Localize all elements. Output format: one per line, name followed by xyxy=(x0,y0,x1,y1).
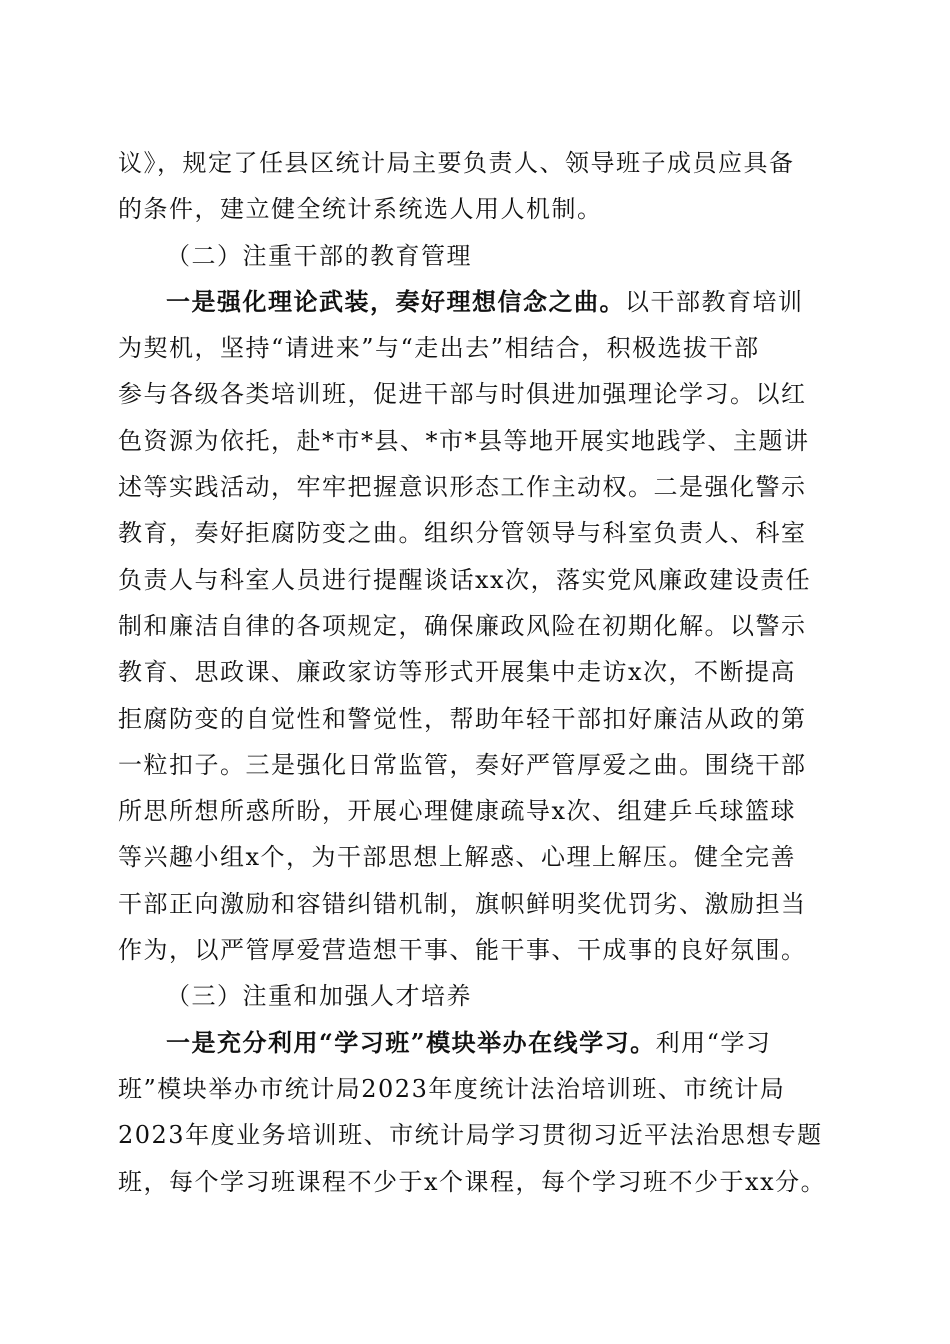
line-text: 议》，规定了任县区统计局主要负责人、领导班子成员应具备 xyxy=(118,149,795,177)
line-text: 利用“学习 xyxy=(655,1028,772,1057)
text-line xyxy=(118,603,834,649)
text-line xyxy=(118,1112,834,1158)
line-text: 色资源为依托，赴*市*县、*市*县等地开展实地践学、主题讲 xyxy=(118,426,810,455)
text-line xyxy=(118,834,834,880)
line-text: 拒腐防变的自觉性和警觉性，帮助年轻干部扣好廉洁从政的第 xyxy=(118,704,807,733)
line-text: 等兴趣小组x个，为干部思想上解惑、心理上解压。健全完善 xyxy=(118,843,797,872)
text-line xyxy=(118,140,834,186)
text-line xyxy=(118,788,834,834)
line-text: 述等实践活动，牢牢把握意识形态工作主动权。二是强化警示 xyxy=(118,473,807,502)
section-heading xyxy=(118,233,834,279)
section-heading-text: （二）注重干部的教育管理 xyxy=(166,241,472,270)
paragraph-first-line xyxy=(118,1020,834,1066)
text-line xyxy=(118,186,834,232)
text-line xyxy=(118,325,834,371)
text-line xyxy=(118,1159,834,1205)
text-line xyxy=(118,696,834,742)
line-text: 以干部教育培训 xyxy=(625,287,804,316)
text-line xyxy=(118,371,834,417)
text-line xyxy=(118,742,834,788)
line-text: 作为，以严管厚爱营造想干事、能干事、干成事的良好氛围。 xyxy=(118,936,807,965)
bold-lead-text: 一是强化理论武装，奏好理想信念之曲。 xyxy=(166,286,625,316)
bold-lead-text: 一是充分利用“学习班”模块举办在线学习。 xyxy=(166,1027,656,1057)
text-line xyxy=(118,464,834,510)
section-heading xyxy=(118,973,834,1019)
line-text: 2023年度业务培训班、市统计局学习贯彻习近平法治思想专题 xyxy=(118,1121,823,1150)
text-line xyxy=(118,418,834,464)
line-text: 参与各级各类培训班，促进干部与时俱进加强理论学习。以红 xyxy=(118,380,807,409)
paragraph-first-line xyxy=(118,279,834,325)
line-text: 制和廉洁自律的各项规定，确保廉政风险在初期化解。以警示 xyxy=(118,611,807,640)
line-text: 一粒扣子。三是强化日常监管，奏好严管厚爱之曲。围绕干部 xyxy=(118,750,807,779)
line-text: 的条件，建立健全统计系统选人用人机制。 xyxy=(118,195,603,224)
line-text: 所思所想所惑所盼，开展心理健康疏导x次、组建乒乓球篮球 xyxy=(118,797,797,826)
section-heading-text: （三）注重和加强人才培养 xyxy=(166,982,472,1011)
text-line xyxy=(118,649,834,695)
text-line xyxy=(118,510,834,556)
line-text: 教育，奏好拒腐防变之曲。组织分管领导与科室负责人、科室 xyxy=(118,519,807,548)
line-text: 为契机，坚持“请进来”与“走出去”相结合，积极选拔干部 xyxy=(118,334,760,363)
line-text: 班，每个学习班课程不少于x个课程，每个学习班不少于xx分。 xyxy=(118,1167,827,1196)
line-text: 班”模块举办市统计局2023年度统计法治培训班、市统计局 xyxy=(118,1074,786,1103)
text-line xyxy=(118,927,834,973)
line-text: 负责人与科室人员进行提醒谈话xx次，落实党风廉政建设责任 xyxy=(118,565,812,594)
line-text: 干部正向激励和容错纠错机制，旗帜鲜明奖优罚劣、激励担当 xyxy=(118,889,807,918)
text-line xyxy=(118,1066,834,1112)
document-body xyxy=(118,140,834,1205)
line-text: 教育、思政课、廉政家访等形式开展集中走访x次，不断提高 xyxy=(118,658,797,687)
text-line xyxy=(118,881,834,927)
text-line xyxy=(118,557,834,603)
